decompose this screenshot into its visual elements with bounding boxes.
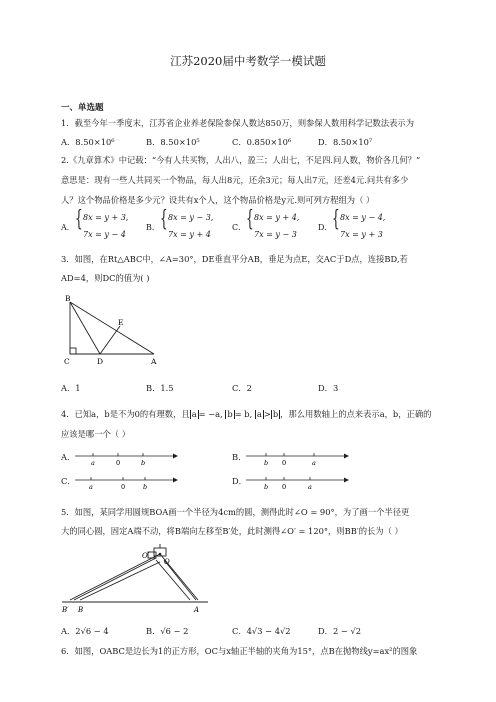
tick-label: b [143, 483, 148, 491]
tick-label: 0 [282, 459, 287, 467]
q3-option-d: D．3 [318, 383, 339, 393]
section-heading: 一、单选题 [61, 103, 104, 113]
q5-line-1: 5．如图，某同学用圆规BOA画一个半径为4cm的圆，测得此时∠O = 90°，为了画一个半径更 [61, 507, 410, 517]
tick-label: 0 [116, 459, 121, 467]
q5-option-d: D．2 − √2 [318, 626, 362, 636]
q4-number-line-d [244, 473, 349, 491]
tick-label: b [141, 459, 146, 467]
q3-line-2: AD=4，则DC的值为( ) [61, 273, 150, 283]
q3-line-1: 3．如图，在Rt△ABC中，∠A=30°，DE垂直平分AB，垂足为点E，交AC于D点，连接BD,若 [61, 254, 408, 264]
tick-label: a [89, 483, 93, 491]
q3-option-b: B．1.5 [146, 383, 174, 393]
q4-option-c-label: C． [61, 476, 76, 486]
label-o-prime: O′ [142, 552, 150, 560]
tick-label: b [264, 483, 269, 491]
tick-label: a [308, 483, 312, 491]
page-title: 江苏2020届中考数学一模试题 [170, 54, 326, 68]
q4-option-b-label: B． [232, 452, 247, 462]
q4-number-line-a [73, 449, 178, 467]
q5-line-2: 大的同心圆，固定A端不动，将B端向左移至B′处，此时测得∠O′ = 120°，则BB′的长为（ ） [61, 526, 403, 536]
q2-line-3: 人？这个物品价格是多少元？设共有x个人，这个物品价格是y元.则可列方程组为（ ） [61, 195, 375, 205]
q5-compass-figure [60, 544, 210, 614]
label-e: E [118, 318, 124, 327]
q4-option-d-label: D． [232, 476, 247, 486]
q5-option-c: C．4√3 − 4√2 [232, 626, 291, 636]
tick-label: a [312, 459, 316, 467]
tick-label: b [264, 459, 269, 467]
q1-stem: 1．截至今年一季度末，江苏省企业养老保险参保人数达850万，则参保人数用科学记数法表示为 [61, 118, 414, 128]
label-o: O [164, 558, 170, 566]
q1-option-d: D．8.50×10⁷ [318, 137, 373, 147]
tick-label: a [91, 459, 95, 467]
q1-option-c: C．0.850×10⁶ [232, 137, 292, 147]
q4-option-a-label: A． [61, 452, 76, 462]
tick-label: 0 [282, 483, 287, 491]
q3-option-a: A．1 [61, 383, 81, 393]
label-a: A [194, 606, 200, 614]
label-a: A [151, 357, 157, 366]
q1-option-a: A．8.50×10⁶ [61, 137, 115, 147]
label-c: C [64, 357, 70, 366]
q2-line-2: 意思是：现有一些人共同买一个物品，每人出8元，还余3元；每人出7元，还差4元.问共有多少 [61, 175, 409, 185]
q4-line-2: 应该是哪一个（ ） [61, 429, 131, 439]
label-b: B [65, 294, 71, 303]
label-b: B [78, 606, 84, 614]
label-d: D [97, 357, 104, 366]
q6-line-1: 6．如图，OABC是边长为1的正方形，OC与x轴正半轴的夹角为15°，点B在抛物线y=ax²的图象 [61, 646, 418, 656]
tick-label: 0 [121, 483, 126, 491]
label-b-prime: B′ [62, 606, 69, 614]
q5-option-b: B．√6 − 2 [146, 626, 189, 636]
q5-option-a: A．2√6 − 4 [61, 626, 109, 636]
q4-number-line-b [244, 449, 349, 467]
q3-triangle-figure [62, 292, 162, 368]
q4-line-1: 4．已知a，b是不为0的有理数，且 a = −a, b = b, a > b ，那么用数轴上的点来表示a，b，正确的 [61, 409, 432, 419]
q4-number-line-c [73, 473, 178, 491]
q3-option-c: C．2 [232, 383, 252, 393]
exam-page: 江苏2020届中考数学一模试题 一、单选题 1．截至今年一季度末，江苏省企业养老保险参保人数达850万，则参保人数用科学记数法表示为 A．8.50×10⁶ B．8.50×10⁵ C．0.850×10⁶ D．8.50×10⁷ 2.《九章算术》中记载：“今有人共买物，人出八，盈三；人出七，不足四.问人数，物价各几何？” 意思是：现有一些人共同买一个物品，每人出8元，还余3元；每人出7元，还差4元.问共有多少 人？这个物品价格是多少元？设共有x个人，这个物品价格是y元.则可列方程组为（ ） A． { 8x = y + 3, 7x = y − 4 B． { 8x = y − 3, 7x = y + 4 C． { 8x = y + 4, 7x = y − 3 D． { 8x = y − 4, 7x = y + 3 3．如图，在Rt△ABC中，∠A=30°，DE垂直平分AB，垂足为点E，交AC于D点，连接BD,若 AD=4，则DC的值为( ) B C D E A A．1 B．1.5 C．2 D．3 4．已知a，b是不为0的有理数，且 a = −a, b = b, a > b ，那么用数轴上的点来表示a，b，正确的 应该是哪一个（ ） A． a 0 b B． b 0 a C． a 0 b D． b 0 a 5．如图，某同学用圆规BOA画一个半径为4cm的圆，测得此时∠O = 90°，为了画一个半径更 大的同心圆，固定A端不动，将B端向左移至B′处，此时测得∠O′ = 120°，则BB′的长为（ ） O′ O B′ B A A．2√6 − 4 B．√6 − 2 C．4√3 − 4√2 D．2 − √2 6．如图，OABC是边长为1的正方形，OC与x轴正半轴的夹角为15°，点B在抛物线y=ax²的图象 [0, 0, 496, 702]
q1-option-b: B．8.50×10⁵ [146, 137, 200, 147]
q2-line-1: 2.《九章算术》中记载：“今有人共买物，人出八，盈三；人出七，不足四.问人数，物价各几何？” [61, 155, 421, 165]
